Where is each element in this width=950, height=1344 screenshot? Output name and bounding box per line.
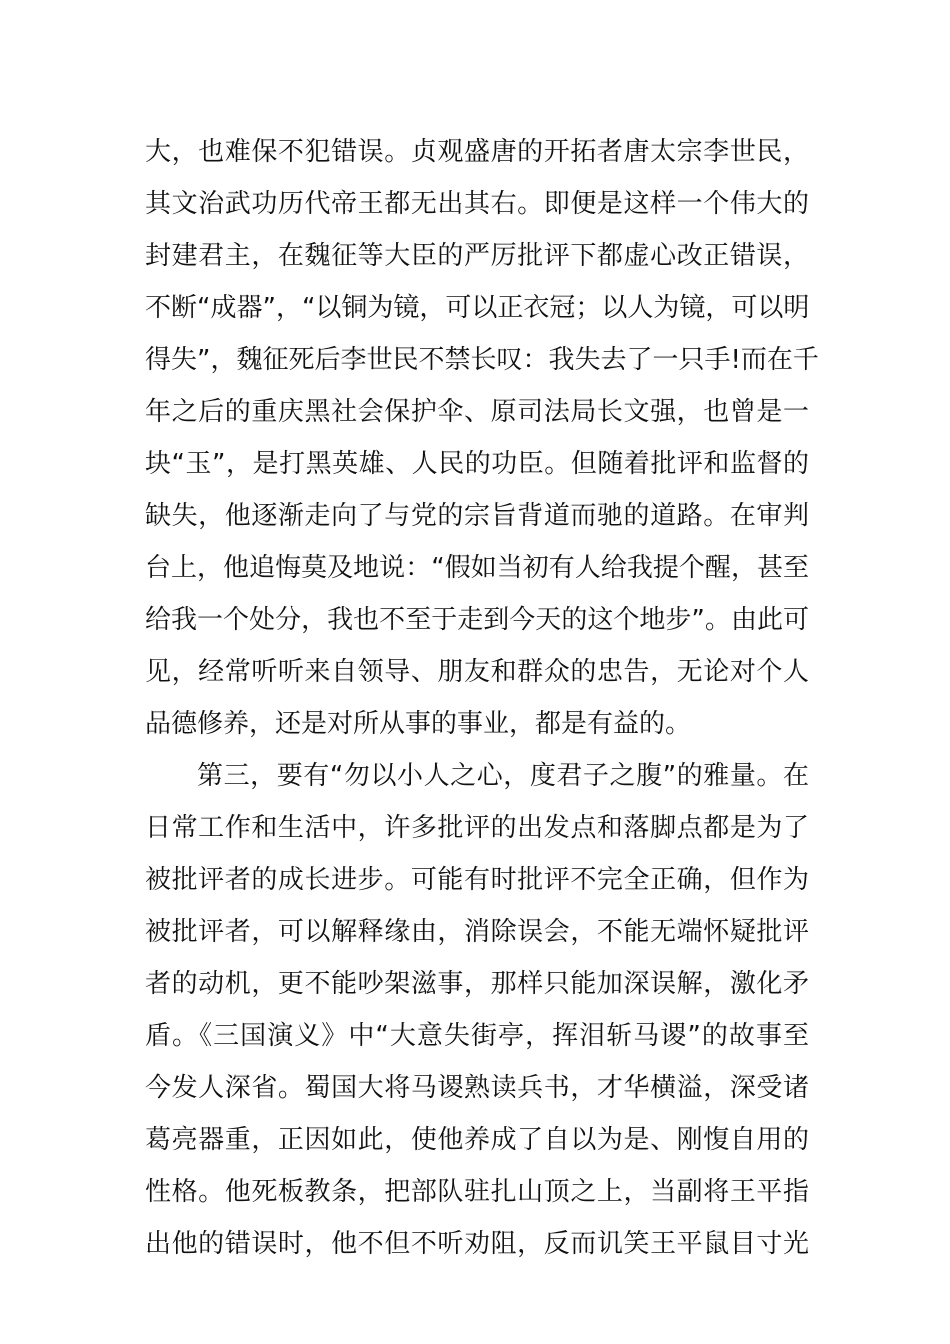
text-line: 给我一个处分，我也不至于走到今天的这个地步”。由此可 — [145, 605, 809, 635]
text-line: 性格。他死板教条，把部队驻扎山顶之上，当副将王平指 — [145, 1177, 809, 1207]
text-line: 年之后的重庆黑社会保护伞、原司法局长文强，也曾是一 — [145, 397, 809, 427]
text-line: 被批评者，可以解释缘由，消除误会，不能无端怀疑批评 — [145, 917, 809, 947]
text-line: 今发人深省。蜀国大将马谡熟读兵书，才华横溢，深受诸 — [145, 1073, 809, 1103]
text-line: 得失”，魏征死后李世民不禁长叹：我失去了一只手!而在千 — [145, 345, 819, 375]
text-line: 日常工作和生活中，许多批评的出发点和落脚点都是为了 — [145, 813, 809, 843]
text-line: 出他的错误时，他不但不听劝阻，反而讥笑王平鼠目寸光 — [145, 1229, 809, 1259]
text-line: 盾。《三国演义》中“大意失街亭，挥泪斩马谡”的故事至 — [145, 1021, 809, 1051]
text-line: 见，经常听听来自领导、朋友和群众的忠告，无论对个人 — [145, 657, 809, 687]
text-line: 大，也难保不犯错误。贞观盛唐的开拓者唐太宗李世民， — [145, 137, 809, 167]
text-line: 块“玉”，是打黑英雄、人民的功臣。但随着批评和监督的 — [145, 449, 809, 479]
text-line: 葛亮器重，正因如此，使他养成了自以为是、刚愎自用的 — [145, 1125, 809, 1155]
text-line: 被批评者的成长进步。可能有时批评不完全正确，但作为 — [145, 865, 809, 895]
paragraph-start-line: 第三，要有“勿以小人之心，度君子之腹”的雅量。在 — [197, 761, 809, 791]
text-line: 其文治武功历代帝王都无出其右。即便是这样一个伟大的 — [145, 189, 809, 219]
text-line: 者的动机，更不能吵架滋事，那样只能加深误解，激化矛 — [145, 969, 809, 999]
paragraph-end-line: 品德修养，还是对所从事的事业，都是有益的。 — [145, 709, 692, 739]
text-line: 台上，他追悔莫及地说：“假如当初有人给我提个醒，甚至 — [145, 553, 809, 583]
text-line: 封建君主，在魏征等大臣的严厉批评下都虚心改正错误， — [145, 241, 809, 271]
text-line: 不断“成器”，“以铜为镜，可以正衣冠；以人为镜，可以明 — [145, 293, 810, 323]
body-text — [145, 126, 819, 1270]
text-line: 缺失，他逐渐走向了与党的宗旨背道而驰的道路。在审判 — [145, 501, 809, 531]
